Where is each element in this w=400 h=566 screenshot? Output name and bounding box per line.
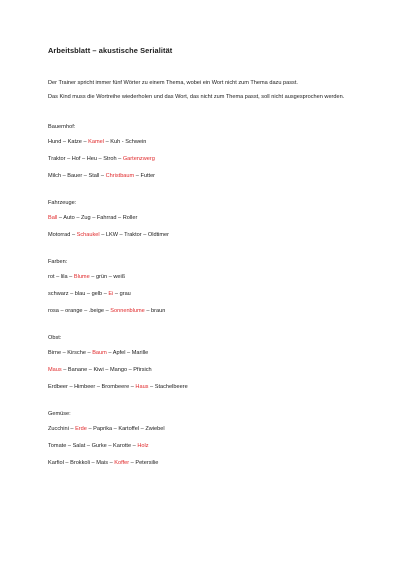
separator: –	[89, 274, 96, 280]
separator: –	[129, 460, 136, 466]
separator: –	[104, 139, 111, 145]
section-heading: Gemüse:	[48, 411, 71, 417]
separator: -	[120, 139, 126, 145]
odd-word: Gartenzwerg	[122, 156, 155, 162]
section	[48, 411, 364, 468]
odd-word: Maus	[48, 367, 62, 373]
word-row	[48, 425, 364, 434]
separator: –	[85, 443, 92, 449]
separator: –	[67, 384, 75, 390]
separator: –	[144, 308, 152, 314]
word: Mais	[96, 460, 109, 466]
separator: –	[63, 460, 71, 466]
odd-word: Koffer	[114, 460, 130, 466]
word: Apfel	[112, 350, 126, 356]
separator: –	[65, 156, 72, 162]
separator: –	[99, 173, 106, 179]
sections	[48, 124, 364, 468]
word: Bauer	[67, 173, 83, 179]
word: Brokkoli	[70, 460, 90, 466]
word-row	[48, 138, 364, 147]
separator: –	[148, 384, 155, 390]
separator: –	[106, 350, 113, 356]
section	[48, 200, 364, 240]
separator: –	[102, 291, 109, 297]
word: Erdbeer	[48, 384, 68, 390]
word: Paprika	[93, 426, 113, 432]
odd-word: Christbaum	[105, 173, 135, 179]
section-heading: Fahrzeuge:	[48, 200, 77, 206]
word: Auto	[63, 215, 75, 221]
page-title: Arbeitsblatt – akustische Serialität	[48, 46, 173, 55]
separator: –	[68, 426, 76, 432]
section	[48, 124, 364, 181]
word: Stachelbeere	[154, 384, 188, 390]
separator: –	[129, 384, 136, 390]
separator: –	[95, 384, 102, 390]
word: Milch	[48, 173, 62, 179]
odd-word: Blume	[73, 274, 90, 280]
separator: –	[66, 443, 73, 449]
section	[48, 259, 364, 316]
odd-word: Baum	[92, 350, 107, 356]
word: Motorrad	[48, 232, 71, 238]
separator: –	[61, 367, 68, 373]
word: Mango	[109, 367, 128, 373]
separator: –	[80, 156, 87, 162]
word: Traktor	[48, 156, 66, 162]
word: Salat	[72, 443, 86, 449]
separator: –	[86, 426, 94, 432]
word: schwarz	[48, 291, 69, 297]
odd-word: Erde	[75, 426, 87, 432]
word: Pfirsich	[133, 367, 152, 373]
word: Brombeere	[101, 384, 130, 390]
separator: –	[82, 308, 89, 314]
word-row	[48, 231, 364, 240]
word: Katze	[67, 139, 82, 145]
word: blau	[74, 291, 86, 297]
word: Oldtimer	[147, 232, 170, 238]
word-row	[48, 214, 364, 223]
word: Himbeer	[74, 384, 96, 390]
section	[48, 335, 364, 392]
separator: –	[61, 139, 68, 145]
word: LKW	[105, 232, 118, 238]
word: braun	[151, 308, 166, 314]
word: grün	[95, 274, 108, 280]
separator: –	[107, 274, 114, 280]
separator: –	[116, 156, 123, 162]
word: Kirsche	[67, 350, 86, 356]
word: Petersilie	[135, 460, 159, 466]
word: gelb	[91, 291, 103, 297]
separator: –	[127, 367, 134, 373]
word: Banane	[67, 367, 88, 373]
separator: –	[134, 173, 141, 179]
separator: –	[113, 291, 120, 297]
separator: –	[85, 350, 93, 356]
separator: –	[96, 156, 104, 162]
intro	[48, 79, 364, 102]
word: Fahrrad	[96, 215, 117, 221]
word-row	[48, 383, 364, 392]
separator: –	[103, 367, 110, 373]
separator: –	[116, 215, 123, 221]
word: grau	[119, 291, 131, 297]
separator: –	[85, 291, 92, 297]
word: rot	[48, 274, 55, 280]
word: Kiwi	[93, 367, 104, 373]
word-row	[48, 366, 364, 375]
separator: –	[99, 232, 106, 238]
intro-paragraph: Der Trainer spricht immer fünf Wörter zu einem Thema, wobei ein Wort nicht zum Thema dazu passt.	[48, 80, 298, 86]
separator: –	[68, 291, 75, 297]
word: Zwiebel	[145, 426, 165, 432]
separator: –	[112, 426, 119, 432]
word: lila	[60, 274, 68, 280]
word: Tomate	[48, 443, 67, 449]
separator: –	[70, 232, 77, 238]
word: Futter	[140, 173, 156, 179]
word-row	[48, 459, 364, 468]
separator: –	[54, 274, 61, 280]
word-row	[48, 172, 364, 181]
word: Hund	[48, 139, 62, 145]
separator: –	[58, 308, 66, 314]
word-row	[48, 273, 364, 282]
odd-word: Schaukel	[76, 232, 100, 238]
separator: –	[61, 173, 68, 179]
odd-word: Kamel	[88, 139, 105, 145]
word-row	[48, 290, 364, 299]
separator: –	[81, 139, 89, 145]
word: Zucchini	[48, 426, 69, 432]
odd-word: Haus	[135, 384, 149, 390]
odd-word: Sonnenblume	[110, 308, 145, 314]
word-row	[48, 155, 364, 164]
word: Gurke	[91, 443, 107, 449]
separator: –	[82, 173, 89, 179]
word: Kuh	[110, 139, 121, 145]
section-heading: Bauernhof:	[48, 124, 76, 130]
separator: –	[139, 426, 146, 432]
word: weiß	[113, 274, 126, 280]
word-row	[48, 349, 364, 358]
separator: –	[61, 350, 68, 356]
word: Roller	[122, 215, 138, 221]
separator: –	[108, 460, 115, 466]
word: Marille	[131, 350, 149, 356]
word-row	[48, 307, 364, 316]
section-heading: Farben:	[48, 259, 68, 265]
separator: –	[118, 232, 125, 238]
word-row	[48, 442, 364, 451]
word: Stroh	[103, 156, 117, 162]
separator: –	[67, 274, 74, 280]
word: .beige	[88, 308, 105, 314]
separator: –	[141, 232, 148, 238]
word: Hof	[71, 156, 81, 162]
odd-word: Ball	[48, 215, 58, 221]
word: Kartoffel	[118, 426, 140, 432]
separator: –	[90, 460, 97, 466]
word: Birne	[48, 350, 62, 356]
separator: –	[106, 443, 114, 449]
word: Karfiol	[48, 460, 64, 466]
odd-word: Ei	[108, 291, 114, 297]
separator: –	[74, 215, 81, 221]
intro-paragraph: Das Kind muss die Wortreihe wiederholen und das Wort, das nicht zum Thema passt, soll nicht ausgesprochen werden.	[48, 94, 345, 100]
word: Schwein	[125, 139, 147, 145]
separator: –	[57, 215, 64, 221]
separator: –	[90, 215, 97, 221]
separator: –	[125, 350, 132, 356]
word: rosa	[48, 308, 59, 314]
word: Heu	[86, 156, 97, 162]
word: Stall	[88, 173, 100, 179]
separator: –	[104, 308, 111, 314]
word: Traktor	[124, 232, 142, 238]
section-heading: Obst:	[48, 335, 62, 341]
separator: –	[87, 367, 94, 373]
word: Zug	[81, 215, 91, 221]
odd-word: Holz	[137, 443, 149, 449]
separator: –	[131, 443, 138, 449]
word: Karotte	[113, 443, 132, 449]
word: orange	[65, 308, 83, 314]
